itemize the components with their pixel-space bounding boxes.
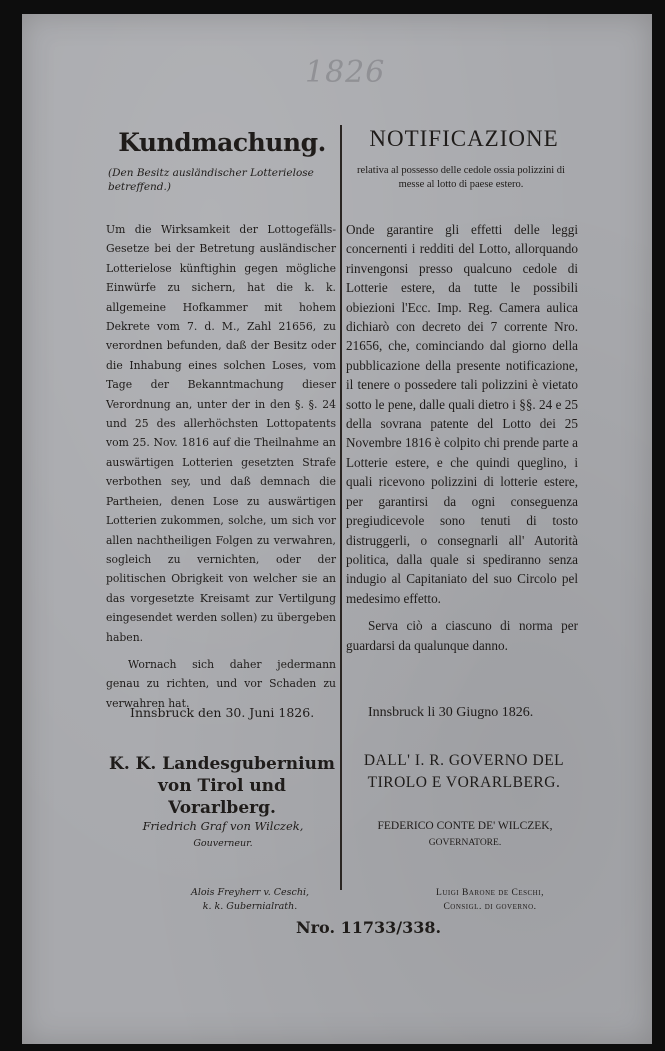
german-body-text: Um die Wirksamkeit der Lottogefälls-Gesetze bei der Betretung ausländischer Lotterielose künftighin gegen mögliche Einwürfe zu sichern, hat die k. k. allgemeine Hofkammer mit hohem Dekrete vom 7. d. M., Zahl 21656, zu verordnen befunden, daß der Besitz oder die Inhabung eines solchen Loses, vom Tage der Bekanntmachung dieser Verordnung an, unter der in den §. §. 24 und 25 des allerhöchsten Lottopatents vom 25. Nov. 1816 auf die Theilnahme an auswärtigen Lotterien gesetzten Strafe verbothen sey, und daß demnach die Partheien, denen Lose zu auswärtigen Lotterien zukommen, solche, um sich vor allen nachtheiligen Folgen zu verwahren, sogleich zu vernichten, oder der politischen Obrigkeit von welcher sie an das vorgesetzte Kreisamt zur Vertilgung eingesendet werden sollen) zu übergeben haben. <box>106 223 336 644</box>
german-assistant-signature <box>160 886 340 914</box>
italian-subtitle: relativa al possesso delle cedole ossia polizzini di messe al lotto di paese estero. <box>357 165 565 190</box>
pencil-note: 1826 <box>305 55 386 90</box>
german-signer: Friedrich Graf von Wilczek, <box>142 819 304 833</box>
italian-signer-title: GOVERNATORE. <box>428 838 502 848</box>
german-closing: Wornach sich daher jedermann genau zu richten, und vor Schaden zu verwahren hat. <box>106 657 336 710</box>
italian-signature <box>350 818 580 852</box>
italian-signer: FEDERICO CONTE DE' WILCZEK, <box>377 820 553 832</box>
italian-assistant-signature <box>400 886 580 914</box>
italian-closing: Serva ciò a ciascuno di norma per guardarsi da qualunque danno. <box>346 618 578 653</box>
italian-date: Innsbruck li 30 Giugno 1826. <box>368 705 534 720</box>
document-number: Nro. 11733/338. <box>296 918 442 937</box>
german-signer-title: Gouverneur. <box>193 838 253 849</box>
german-assistant-title: k. k. Gubernialrath. <box>202 901 298 912</box>
italian-assistant: Luigi Barone de Ceschi, <box>436 888 544 898</box>
italian-title: NOTIFICAZIONE <box>369 126 559 151</box>
german-date: Innsbruck den 30. Juni 1826. <box>130 705 315 720</box>
german-assistant: Alois Freyherr v. Ceschi, <box>190 887 310 898</box>
german-body <box>106 220 336 721</box>
german-authority: K. K. Landesgubernium von Tirol und Vorarlberg. <box>109 754 335 818</box>
german-title: Kundmachung. <box>118 128 326 157</box>
column-divider <box>340 125 342 890</box>
italian-body <box>346 220 578 663</box>
italian-assistant-title: Consigl. di governo. <box>443 902 537 912</box>
german-subtitle: (Den Besitz ausländischer Lotterielose betreffend.) <box>108 167 314 193</box>
italian-body-text: Onde garantire gli effetti delle leggi concernenti i redditi del Lotto, allorquando rinvengonsi presso qualcuno cedole di Lotterie estere, da tutte le possibili obiezioni l'Ecc. Imp. Reg. Camera aulica dichiarò con decreto dei 7 corrente Nro. 21656, che, cominciando dal giorno della pubblicazione della presente notificazione, il tenere o possedere tali polizzini è vietato sotto le pene, dalle quali dietro i §§. 24 e 25 della sovrana patente del Lotto dei 25 Novembre 1816 è colpito chi prende parte a Lotterie estere, e che quindi queglino, i quali ricevono polizzini di lotterie estere, per garantirsi da ogni conseguenza pregiudicevole sono tenuti di tosto distruggerli, o consegnarli all' Autorità politica, dalla quale si spediranno senza indugio al Capitaniato del suo Circolo pel medesimo effetto. <box>346 222 578 606</box>
german-signature <box>110 818 336 852</box>
italian-authority: DALL' I. R. GOVERNO DEL TIROLO E VORARLBERG. <box>363 752 565 791</box>
